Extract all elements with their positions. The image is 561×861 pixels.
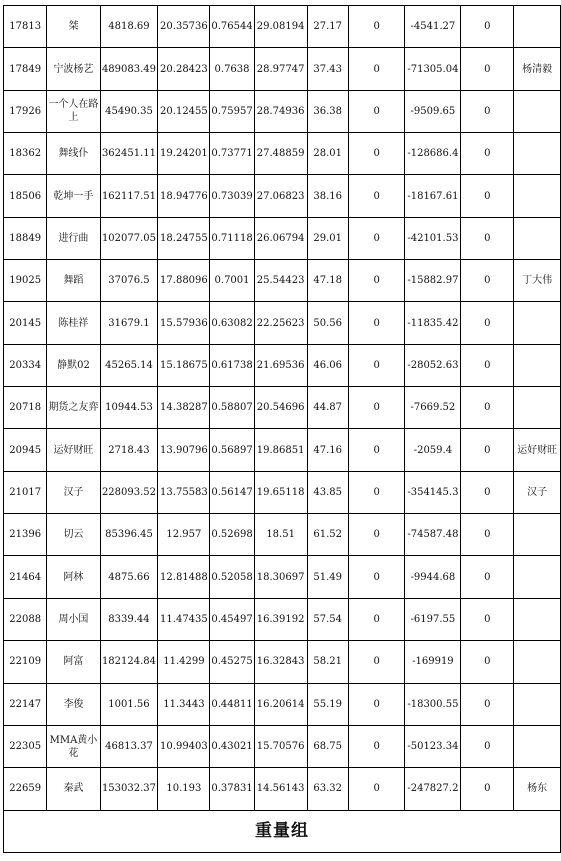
value-cell: 4875.66 [100, 556, 158, 598]
ratio-cell: 19.24201 [158, 133, 210, 175]
rank-cell: 22305 [4, 725, 47, 767]
coef-cell: 0.7638 [210, 48, 254, 90]
zero-cell: 0 [348, 429, 405, 471]
value-cell: 46813.37 [100, 725, 158, 767]
value-cell: 10944.53 [100, 387, 158, 429]
loss-cell: -50123.34 [405, 725, 461, 767]
zero-cell: 0 [348, 260, 405, 302]
zero-cell: 0 [348, 514, 405, 556]
score-cell: 16.20614 [254, 683, 307, 725]
flag-cell: 0 [461, 471, 514, 513]
ratio-cell: 18.94776 [158, 175, 210, 217]
zero-cell: 0 [348, 6, 405, 48]
zero-cell: 0 [348, 387, 405, 429]
value-cell: 182124.84 [100, 641, 158, 683]
table-row [4, 133, 561, 175]
rank-cell: 22659 [4, 768, 47, 810]
coef-cell: 0.43021 [210, 725, 254, 767]
flag-cell: 0 [461, 90, 514, 132]
rank-cell: 19025 [4, 260, 47, 302]
percent-cell: 58.21 [307, 641, 348, 683]
percent-cell: 28.01 [307, 133, 348, 175]
name-cell: 汉子 [47, 471, 100, 513]
score-cell: 20.54696 [254, 387, 307, 429]
value-cell: 45490.35 [100, 90, 158, 132]
rank-cell: 20334 [4, 344, 47, 386]
flag-cell: 0 [461, 725, 514, 767]
table-row [4, 387, 561, 429]
table-row [4, 471, 561, 513]
flag-cell: 0 [461, 598, 514, 640]
coef-cell: 0.52058 [210, 556, 254, 598]
zero-cell: 0 [348, 683, 405, 725]
score-cell: 22.25623 [254, 302, 307, 344]
referrer-cell [514, 514, 561, 556]
value-cell: 85396.45 [100, 514, 158, 556]
ratio-cell: 12.81488 [158, 556, 210, 598]
referrer-cell: 运好财旺 [514, 429, 561, 471]
value-cell: 8339.44 [100, 598, 158, 640]
zero-cell: 0 [348, 302, 405, 344]
ratio-cell: 11.47435 [158, 598, 210, 640]
percent-cell: 43.85 [307, 471, 348, 513]
ratio-cell: 11.4299 [158, 641, 210, 683]
coef-cell: 0.56897 [210, 429, 254, 471]
percent-cell: 55.19 [307, 683, 348, 725]
coef-cell: 0.58807 [210, 387, 254, 429]
percent-cell: 47.16 [307, 429, 348, 471]
loss-cell: -2059.4 [405, 429, 461, 471]
referrer-cell [514, 641, 561, 683]
flag-cell: 0 [461, 217, 514, 259]
table-row [4, 641, 561, 683]
table-row [4, 90, 561, 132]
value-cell: 489083.49 [100, 48, 158, 90]
referrer-cell [514, 556, 561, 598]
referrer-cell: 杨东 [514, 768, 561, 810]
table-row [4, 429, 561, 471]
rank-cell: 17813 [4, 6, 47, 48]
loss-cell: -42101.53 [405, 217, 461, 259]
table-row [4, 260, 561, 302]
flag-cell: 0 [461, 387, 514, 429]
loss-cell: -247827.2 [405, 768, 461, 810]
coef-cell: 0.44811 [210, 683, 254, 725]
referrer-cell [514, 217, 561, 259]
percent-cell: 47.18 [307, 260, 348, 302]
score-cell: 29.08194 [254, 6, 307, 48]
rank-cell: 20718 [4, 387, 47, 429]
flag-cell: 0 [461, 6, 514, 48]
rank-cell: 18849 [4, 217, 47, 259]
score-cell: 19.65118 [254, 471, 307, 513]
ratio-cell: 20.12455 [158, 90, 210, 132]
name-cell: 陈桂祥 [47, 302, 100, 344]
referrer-cell [514, 90, 561, 132]
coef-cell: 0.61738 [210, 344, 254, 386]
table-row [4, 725, 561, 767]
referrer-cell [514, 6, 561, 48]
coef-cell: 0.73039 [210, 175, 254, 217]
ratio-cell: 13.75583 [158, 471, 210, 513]
name-cell: 期货之友弈 [47, 387, 100, 429]
ratio-cell: 17.88096 [158, 260, 210, 302]
loss-cell: -71305.04 [405, 48, 461, 90]
score-cell: 14.56143 [254, 768, 307, 810]
percent-cell: 37.43 [307, 48, 348, 90]
name-cell: 桀 [47, 6, 100, 48]
zero-cell: 0 [348, 48, 405, 90]
zero-cell: 0 [348, 598, 405, 640]
results-table [3, 5, 561, 853]
name-cell: 运好财旺 [47, 429, 100, 471]
coef-cell: 0.73771 [210, 133, 254, 175]
referrer-cell [514, 344, 561, 386]
ratio-cell: 12.957 [158, 514, 210, 556]
ratio-cell: 20.35736 [158, 6, 210, 48]
referrer-cell: 杨清毅 [514, 48, 561, 90]
table-row [4, 175, 561, 217]
zero-cell: 0 [348, 133, 405, 175]
zero-cell: 0 [348, 725, 405, 767]
referrer-cell [514, 725, 561, 767]
rank-cell: 22147 [4, 683, 47, 725]
name-cell: 宁波杨艺 [47, 48, 100, 90]
score-cell: 28.74936 [254, 90, 307, 132]
score-cell: 27.06823 [254, 175, 307, 217]
rank-cell: 17926 [4, 90, 47, 132]
coef-cell: 0.63082 [210, 302, 254, 344]
referrer-cell [514, 302, 561, 344]
name-cell: 阿富 [47, 641, 100, 683]
rank-cell: 20945 [4, 429, 47, 471]
coef-cell: 0.45497 [210, 598, 254, 640]
ratio-cell: 10.99403 [158, 725, 210, 767]
zero-cell: 0 [348, 90, 405, 132]
name-cell: 一个人在路上 [47, 90, 100, 132]
coef-cell: 0.75957 [210, 90, 254, 132]
rank-cell: 17849 [4, 48, 47, 90]
percent-cell: 38.16 [307, 175, 348, 217]
score-cell: 26.06794 [254, 217, 307, 259]
ratio-cell: 15.57936 [158, 302, 210, 344]
referrer-cell: 汉子 [514, 471, 561, 513]
ratio-cell: 20.28423 [158, 48, 210, 90]
percent-cell: 51.49 [307, 556, 348, 598]
referrer-cell: 丁大伟 [514, 260, 561, 302]
zero-cell: 0 [348, 641, 405, 683]
ratio-cell: 11.3443 [158, 683, 210, 725]
loss-cell: -9944.68 [405, 556, 461, 598]
name-cell: 秦武 [47, 768, 100, 810]
score-cell: 15.70576 [254, 725, 307, 767]
score-cell: 16.39192 [254, 598, 307, 640]
coef-cell: 0.7001 [210, 260, 254, 302]
name-cell: 乾坤一手 [47, 175, 100, 217]
score-cell: 19.86851 [254, 429, 307, 471]
table-row [4, 344, 561, 386]
table-body [4, 6, 561, 811]
value-cell: 153032.37 [100, 768, 158, 810]
loss-cell: -128686.4 [405, 133, 461, 175]
score-cell: 16.32843 [254, 641, 307, 683]
coef-cell: 0.37831 [210, 768, 254, 810]
coef-cell: 0.71118 [210, 217, 254, 259]
zero-cell: 0 [348, 556, 405, 598]
coef-cell: 0.56147 [210, 471, 254, 513]
percent-cell: 27.17 [307, 6, 348, 48]
value-cell: 362451.11 [100, 133, 158, 175]
flag-cell: 0 [461, 556, 514, 598]
name-cell: 阿林 [47, 556, 100, 598]
table-row [4, 556, 561, 598]
value-cell: 2718.43 [100, 429, 158, 471]
table-row [4, 768, 561, 810]
name-cell: MMA黄小花 [47, 725, 100, 767]
loss-cell: -15882.97 [405, 260, 461, 302]
zero-cell: 0 [348, 768, 405, 810]
score-cell: 28.97747 [254, 48, 307, 90]
loss-cell: -74587.48 [405, 514, 461, 556]
zero-cell: 0 [348, 217, 405, 259]
loss-cell: -11835.42 [405, 302, 461, 344]
loss-cell: -18300.55 [405, 683, 461, 725]
flag-cell: 0 [461, 175, 514, 217]
value-cell: 102077.05 [100, 217, 158, 259]
coef-cell: 0.52698 [210, 514, 254, 556]
rank-cell: 21464 [4, 556, 47, 598]
percent-cell: 50.56 [307, 302, 348, 344]
percent-cell: 46.06 [307, 344, 348, 386]
value-cell: 4818.69 [100, 6, 158, 48]
loss-cell: -4541.27 [405, 6, 461, 48]
flag-cell: 0 [461, 133, 514, 175]
value-cell: 45265.14 [100, 344, 158, 386]
referrer-cell [514, 598, 561, 640]
table-row [4, 217, 561, 259]
ratio-cell: 14.38287 [158, 387, 210, 429]
referrer-cell [514, 133, 561, 175]
table-row [4, 683, 561, 725]
flag-cell: 0 [461, 302, 514, 344]
ratio-cell: 15.18675 [158, 344, 210, 386]
percent-cell: 44.87 [307, 387, 348, 429]
value-cell: 162117.51 [100, 175, 158, 217]
value-cell: 31679.1 [100, 302, 158, 344]
rank-cell: 20145 [4, 302, 47, 344]
rank-cell: 22109 [4, 641, 47, 683]
rank-cell: 21017 [4, 471, 47, 513]
referrer-cell [514, 683, 561, 725]
name-cell: 周小国 [47, 598, 100, 640]
referrer-cell [514, 175, 561, 217]
table-row [4, 6, 561, 48]
rank-cell: 21396 [4, 514, 47, 556]
loss-cell: -9509.65 [405, 90, 461, 132]
loss-cell: -6197.55 [405, 598, 461, 640]
loss-cell: -7669.52 [405, 387, 461, 429]
flag-cell: 0 [461, 514, 514, 556]
name-cell: 切云 [47, 514, 100, 556]
percent-cell: 61.52 [307, 514, 348, 556]
table-row [4, 514, 561, 556]
score-cell: 27.48859 [254, 133, 307, 175]
name-cell: 进行曲 [47, 217, 100, 259]
zero-cell: 0 [348, 471, 405, 513]
percent-cell: 57.54 [307, 598, 348, 640]
value-cell: 37076.5 [100, 260, 158, 302]
name-cell: 静默02 [47, 344, 100, 386]
name-cell: 舞线仆 [47, 133, 100, 175]
ratio-cell: 10.193 [158, 768, 210, 810]
referrer-cell [514, 387, 561, 429]
flag-cell: 0 [461, 429, 514, 471]
percent-cell: 68.75 [307, 725, 348, 767]
value-cell: 228093.52 [100, 471, 158, 513]
zero-cell: 0 [348, 175, 405, 217]
loss-cell: -28052.63 [405, 344, 461, 386]
flag-cell: 0 [461, 260, 514, 302]
coef-cell: 0.76544 [210, 6, 254, 48]
group-footer-row [4, 810, 561, 852]
ratio-cell: 18.24755 [158, 217, 210, 259]
flag-cell: 0 [461, 641, 514, 683]
flag-cell: 0 [461, 48, 514, 90]
table-row [4, 598, 561, 640]
zero-cell: 0 [348, 344, 405, 386]
table-row [4, 48, 561, 90]
loss-cell: -354145.3 [405, 471, 461, 513]
score-cell: 18.51 [254, 514, 307, 556]
flag-cell: 0 [461, 683, 514, 725]
name-cell: 舞蹈 [47, 260, 100, 302]
loss-cell: -169919 [405, 641, 461, 683]
percent-cell: 63.32 [307, 768, 348, 810]
group-title: 重量组 [4, 810, 561, 852]
score-cell: 18.30697 [254, 556, 307, 598]
ratio-cell: 13.90796 [158, 429, 210, 471]
flag-cell: 0 [461, 768, 514, 810]
coef-cell: 0.45275 [210, 641, 254, 683]
percent-cell: 36.38 [307, 90, 348, 132]
loss-cell: -18167.61 [405, 175, 461, 217]
rank-cell: 18506 [4, 175, 47, 217]
rank-cell: 22088 [4, 598, 47, 640]
value-cell: 1001.56 [100, 683, 158, 725]
percent-cell: 29.01 [307, 217, 348, 259]
name-cell: 李俊 [47, 683, 100, 725]
table-row [4, 302, 561, 344]
score-cell: 25.54423 [254, 260, 307, 302]
flag-cell: 0 [461, 344, 514, 386]
score-cell: 21.69536 [254, 344, 307, 386]
rank-cell: 18362 [4, 133, 47, 175]
